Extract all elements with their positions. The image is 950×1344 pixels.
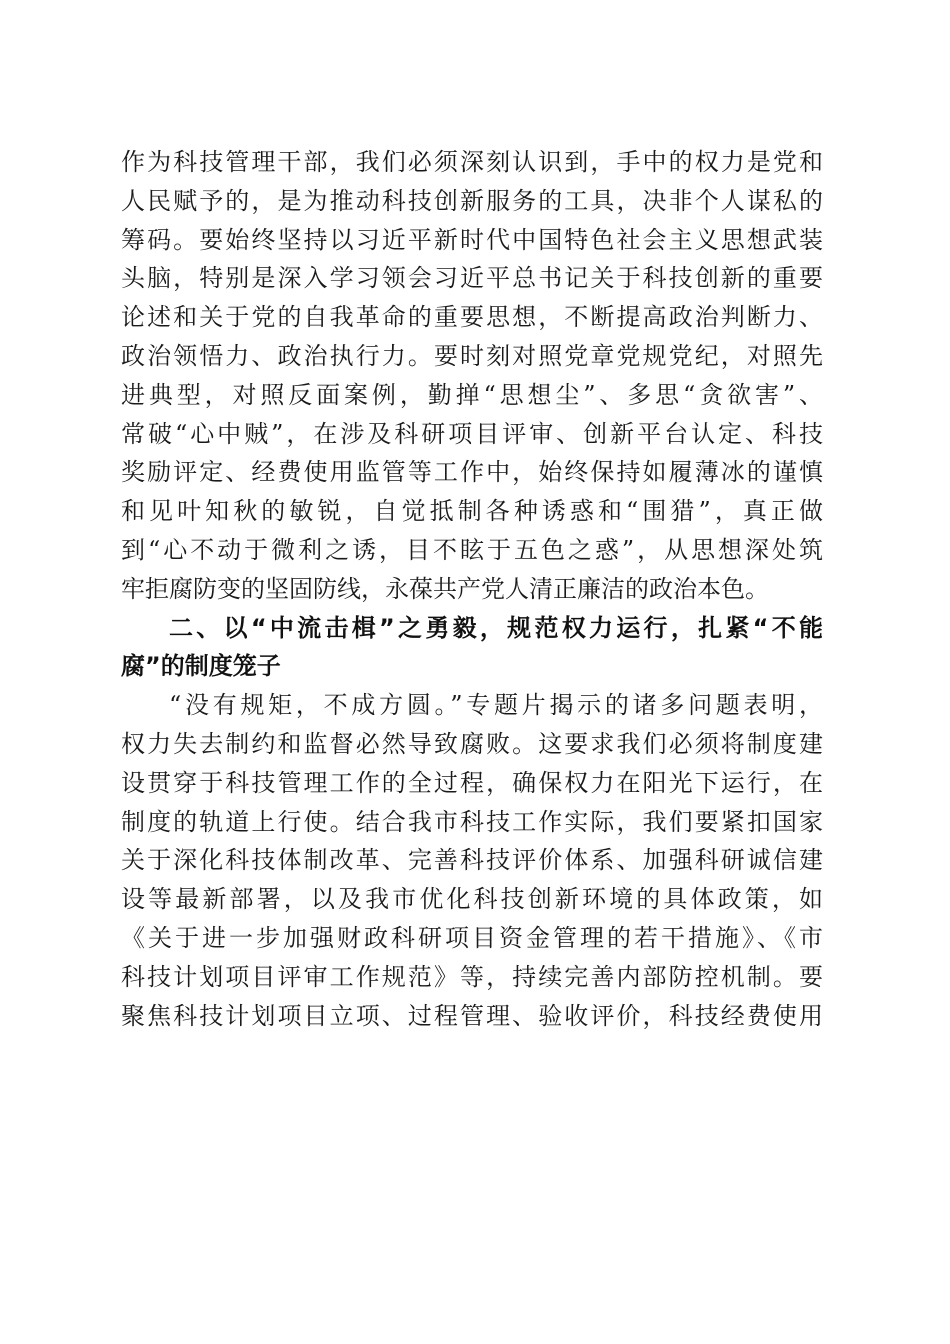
paragraph-line: 筹码。要始终坚持以习近平新时代中国特色社会主义思想武装 [121,225,823,254]
paragraph-line: 到“心不动于微利之诱，目不眩于五色之惑”，从思想深处筑 [121,535,823,564]
paragraph-line: 作为科技管理干部，我们必须深刻认识到，手中的权力是党和 [121,148,823,176]
paragraph-line: 人民赋予的，是为推动科技创新服务的工具，决非个人谋私的 [121,186,823,215]
paragraph-institutions [121,686,823,1035]
paragraph-line: “没有规矩，不成方圆。”专题片揭示的诸多问题表明， [169,691,823,720]
paragraph-line: 常破“心中贼”，在涉及科研项目评审、创新平台认定、科技 [121,419,823,448]
paragraph-line: 牢拒腐防变的坚固防线，永葆共产党人清正廉洁的政治本色。 [121,574,769,603]
paragraph-line: 设等最新部署，以及我市优化科技创新环境的具体政策，如 [121,885,823,914]
section-heading-2 [121,609,823,687]
heading-line: 二、以“中流击楫”之勇毅，规范权力运行，扎紧“不能 [169,613,823,642]
paragraph-line: 权力失去制约和监督必然导致腐败。这要求我们必须将制度建 [121,729,823,758]
paragraph-line: 政治领悟力、政治执行力。要时刻对照党章党规党纪，对照先 [121,341,823,370]
paragraph-line: 和见叶知秋的敏锐，自觉抵制各种诱惑和“围猎”，真正做 [121,497,823,526]
paragraph-line: 头脑，特别是深入学习领会习近平总书记关于科技创新的重要 [121,264,823,293]
paragraph-line: 奖励评定、经费使用监管等工作中，始终保持如履薄冰的谨慎 [121,458,823,487]
paragraph-line: 科技计划项目评审工作规范》等，持续完善内部防控机制。要 [121,962,823,991]
paragraph-line: 制度的轨道上行使。结合我市科技工作实际，我们要紧扣国家 [121,807,823,836]
heading-line: 腐”的制度笼子 [121,652,281,681]
document-body [121,143,823,1035]
paragraph-line: 关于深化科技体制改革、完善科技评价体系、加强科研诚信建 [121,846,823,875]
paragraph-line: 论述和关于党的自我革命的重要思想，不断提高政治判断力、 [121,303,823,332]
paragraph-line: 《关于进一步加强财政科研项目资金管理的若干措施》、《市 [121,923,823,952]
paragraph-line: 进典型，对照反面案例，勤掸“思想尘”、多思“贪欲害”、 [121,380,823,409]
paragraph-line: 设贯穿于科技管理工作的全过程，确保权力在阳光下运行，在 [121,768,823,797]
paragraph-integrity [121,143,823,609]
paragraph-line: 聚焦科技计划项目立项、过程管理、验收评价，科技经费使用 [121,1001,823,1030]
